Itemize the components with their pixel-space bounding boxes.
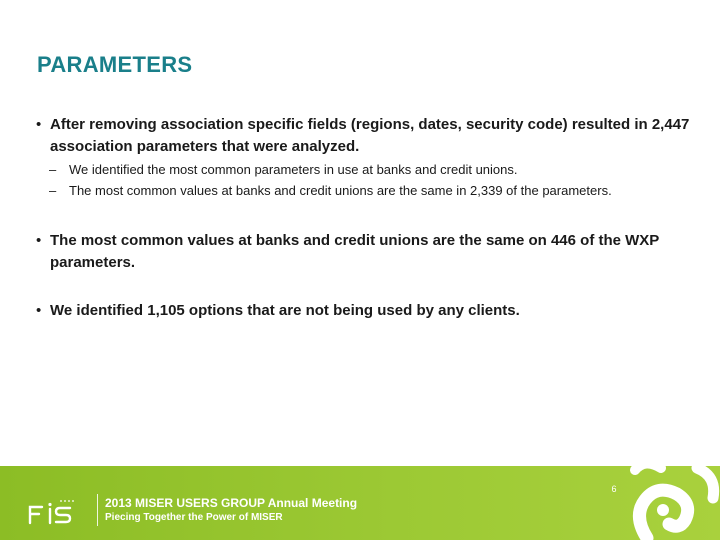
logo-text: FIS xyxy=(26,496,28,497)
bullet-text: We identified 1,105 options that are not being used by any clients. xyxy=(50,302,520,319)
meeting-tagline: Piecing Together the Power of MISER xyxy=(105,512,283,523)
sub-bullet-text: The most common values at banks and credit unions are the same in 2,339 of the parameters. xyxy=(69,183,612,198)
footer-divider xyxy=(97,494,98,526)
puzzle-swirl-icon xyxy=(605,466,720,540)
bullet-item xyxy=(36,230,696,274)
bullet-text: After removing association specific fields (regions, dates, security code) resulted in 2,447 association parameters that were analyzed. xyxy=(50,116,690,155)
sub-bullet-item xyxy=(49,181,699,201)
sub-bullet-text: We identified the most common parameters in use at banks and credit unions. xyxy=(69,162,518,177)
bullet-dot: • xyxy=(36,232,42,249)
sub-bullet-dash: – xyxy=(49,162,57,177)
bullet-dot: • xyxy=(36,302,42,319)
fis-logo xyxy=(26,496,90,526)
sub-bullet-dash: – xyxy=(49,183,57,198)
bullet-text: The most common values at banks and credit unions are the same on 446 of the WXP parameters. xyxy=(50,232,660,271)
footer-band xyxy=(0,466,720,540)
bullet-item xyxy=(36,114,696,158)
sub-bullet-item xyxy=(49,160,699,180)
page-number: 6 xyxy=(611,484,617,494)
meeting-title: 2013 MISER USERS GROUP Annual Meeting xyxy=(105,496,358,510)
bullet-item xyxy=(36,300,696,322)
slide-title: PARAMETERS xyxy=(37,52,193,77)
bullet-dot: • xyxy=(36,116,42,133)
